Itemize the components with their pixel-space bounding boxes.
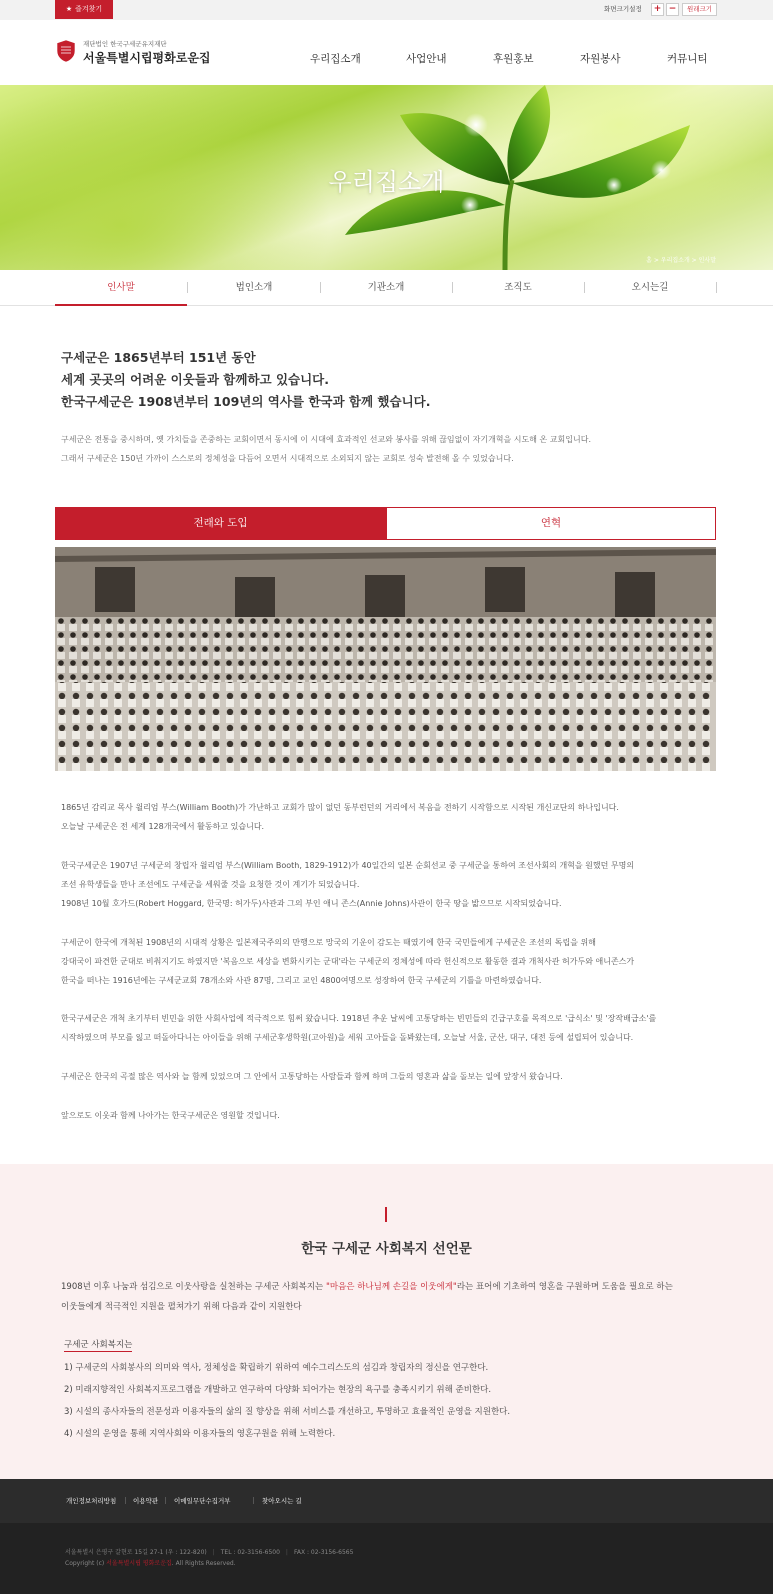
nav-services[interactable]: 사업안내 [406,53,447,65]
history-text: 1908년 10월 호가드(Robert Hoggard, 한국명: 허가두)사관과 그의 부인 애니 존스(Annie Johns)사관이 한국 땅을 밟으므로 시작되었습니다. [61,899,562,908]
org-name: 서울특별시립평화로운집 [83,51,211,65]
footer-divider [253,1497,254,1504]
site-header [0,20,773,85]
footer-privacy-link[interactable]: 개인정보처리방침 [66,1497,117,1505]
zoom-out-button[interactable]: − [666,3,679,16]
site-logo[interactable] [55,39,215,69]
tab-timeline[interactable]: 연혁 [386,507,716,540]
declaration-item: 4) 시설의 운영을 통해 지역사회와 이용자들의 영혼구원을 위해 노력한다. [64,1429,336,1439]
subnav-corporation[interactable]: 법인소개 [235,282,273,293]
declaration-text: 라는 표어에 기초하여 영혼을 구원하며 도움을 필요로 하는 [456,1282,673,1292]
historical-group-photo [55,547,716,771]
history-text: 강대국이 파견한 군대로 비춰지기도 하였지만 '복음으로 세상을 변화시키는 군대'라는 구세군의 정체성에 따라 헌신적으로 활동한 결과 개척사관 허가두와 애니존스가 [61,957,635,966]
history-text: 시작하였으며 부모를 잃고 떠돌아다니는 아이들을 위해 구세군후생학원(고아원)을 세워 고아들을 돌봐왔는데, 오늘날 서울, 군산, 대구, 대전 등에 설립되어 있습니다. [61,1033,634,1042]
declaration-item: 2) 미래지향적인 사회복지프로그램을 개발하고 연구하여 다양화 되어가는 현장의 욕구를 충족시키기 위해 준비한다. [64,1385,492,1395]
nav-sponsorship[interactable]: 후원홍보 [493,53,534,65]
section-accent-bar [385,1207,387,1222]
fax-text: FAX : 02-3156-6565 [293,1549,354,1556]
favorite-button[interactable] [55,0,113,19]
copyright-org-name: 서울특별시립 평화로운집 [106,1560,172,1567]
hero-title: 우리집소개 [328,168,445,196]
intro-paragraph: 그래서 구세군은 150년 가까이 스스로의 정체성을 다듬어 오면서 시대적으로 소외되지 않는 교회로 성숙 발전해 올 수 있었습니다. [61,454,514,463]
utility-bar [0,0,773,20]
declaration-title: 한국 구세군 사회복지 선언문 [301,1241,472,1257]
favorite-label: 즐겨찾기 [75,5,103,13]
copyright-text: Copyright (c) [65,1560,107,1567]
subnav-divider [716,282,717,293]
declaration-paragraph: 이웃들에게 적극적인 지원을 펼쳐가기 위해 다음과 같이 지원한다 [61,1302,302,1312]
intro-headline: 한국구세군은 1908년부터 109년의 역사를 한국과 함께 했습니다. [61,394,431,409]
declaration-subtitle: 구세군 사회복지는 [64,1340,133,1350]
history-text: 조선 유학생들을 만나 조선에도 구세군을 세워줄 것을 요청한 것이 계기가 되었습니다. [61,880,360,889]
history-text: 앞으로도 이웃과 함께 나아가는 한국구세군은 영원할 것입니다. [61,1111,280,1120]
footer-separator: | [212,1549,215,1556]
declaration-item: 1) 구세군의 사회봉사의 의미와 역사, 정체성을 확립하기 위하여 예수그리스도의 섬김과 창립자의 정신을 연구한다. [64,1363,489,1373]
sub-navigation [0,270,773,306]
history-text: 1865년 감리교 목사 윌리엄 부스(William Booth)가 가난하고 교회가 많이 없던 동부런던의 거리에서 복음을 전하기 시작함으로 시작된 개신교단의 하나입니다. [61,803,619,812]
history-text: 한국구세군은 1907년 구세군의 창립자 윌리엄 부스(William Booth, 1829-1912)가 40일간의 일본 순회선교 중 구세군을 통하여 조선사회의 개혁을 원했던 무명의 [61,861,635,870]
footer-divider [165,1497,166,1504]
footer-address [65,1547,353,1556]
nav-volunteer[interactable]: 자원봉사 [580,53,621,65]
copyright-text: . All Rights Reserved. [171,1560,236,1567]
history-text: 오늘날 구세군은 전 세계 128개국에서 활동하고 있습니다. [61,822,265,831]
history-text: 구세군이 한국에 개척된 1908년의 시대적 상황은 일본제국주의의 만행으로 망국의 기운이 감도는 때였기에 한국 국민들에게 구세군은 조선의 독립을 위해 [61,938,596,947]
footer-terms-link[interactable]: 이용약관 [133,1497,159,1505]
font-size-label: 화면크기설정 [604,5,642,13]
group-photo-illustration [55,547,716,771]
history-text: 한국을 떠나는 1916년에는 구세군교회 78개소와 사관 87명, 그리고 교인 4800여명으로 성장하여 한국 구세군의 기틀을 마련하였습니다. [61,976,542,985]
subnav-greeting[interactable]: 인사말 [55,270,187,306]
subnav-directions[interactable]: 오시는길 [631,282,669,293]
address-text: 서울특별시 은평구 갈현로 15길 27-1 (우 : 122-820) [65,1549,207,1556]
declaration-paragraph [61,1280,673,1292]
copyright [65,1558,236,1567]
nav-community[interactable]: 커뮤니티 [667,53,708,65]
nav-about[interactable]: 우리집소개 [310,53,361,65]
history-text: 구세군은 한국의 곡절 많은 역사와 늘 함께 있었으며 그 안에서 고통당하는 사람들과 함께 하며 그들의 영혼과 삶을 돌보는 일에 앞장서 왔습니다. [61,1072,563,1081]
declaration-motto: "마음은 하나님께 손길을 이웃에게" [325,1282,457,1292]
footer-links-bar [0,1479,773,1523]
salvation-army-shield-icon [55,39,77,63]
footer-separator: | [285,1549,288,1556]
font-reset-button[interactable]: 원래크기 [682,3,717,16]
zoom-in-button[interactable]: + [651,3,664,16]
intro-paragraph: 구세군은 전통을 중시하며, 옛 가치들을 존중하는 교회이면서 동시에 이 시대에 효과적인 선교와 봉사를 위해 끊임없이 자기개혁을 시도해 온 교회입니다. [61,435,591,444]
footer-directions-link[interactable]: 찾아오시는 길 [262,1497,302,1505]
welfare-declaration-section [0,1164,773,1479]
hero-banner [0,85,773,270]
breadcrumb: 홈 > 우리집소개 > 인사말 [646,257,716,264]
declaration-text: 1908년 이후 나눔과 섬김으로 이웃사랑을 실천하는 구세군 사회복지는 [61,1282,326,1292]
footer-info [0,1523,773,1594]
intro-headline: 구세군은 1865년부터 151년 동안 [61,350,256,365]
footer-divider [125,1497,126,1504]
history-text: 한국구세군은 개척 초기부터 빈민을 위한 사회사업에 적극적으로 힘써 왔습니다. 1918년 추운 날씨에 고통당하는 빈민들의 긴급구호를 목적으로 '급식소' 및 '장작배급소'를 [61,1014,657,1023]
intro-headline: 세계 곳곳의 어려운 이웃들과 함께하고 있습니다. [61,372,330,387]
bookmark-icon: ★ [65,5,73,13]
subnav-org-chart[interactable]: 조직도 [504,282,532,293]
subnav-institution[interactable]: 기관소개 [367,282,405,293]
org-subtitle: 재단법인 한국구세군유지재단 [83,40,167,48]
footer-email-policy-link[interactable]: 이메일무단수집거부 [174,1497,231,1505]
tel-text: TEL : 02-3156-6500 [220,1549,280,1556]
declaration-item: 3) 시설의 종사자들의 전문성과 이용자들의 삶의 질 향상을 위해 서비스를 개선하고, 투명하고 효율적인 운영을 지원한다. [64,1407,511,1417]
tab-history-introduction[interactable]: 전래와 도입 [55,507,386,540]
